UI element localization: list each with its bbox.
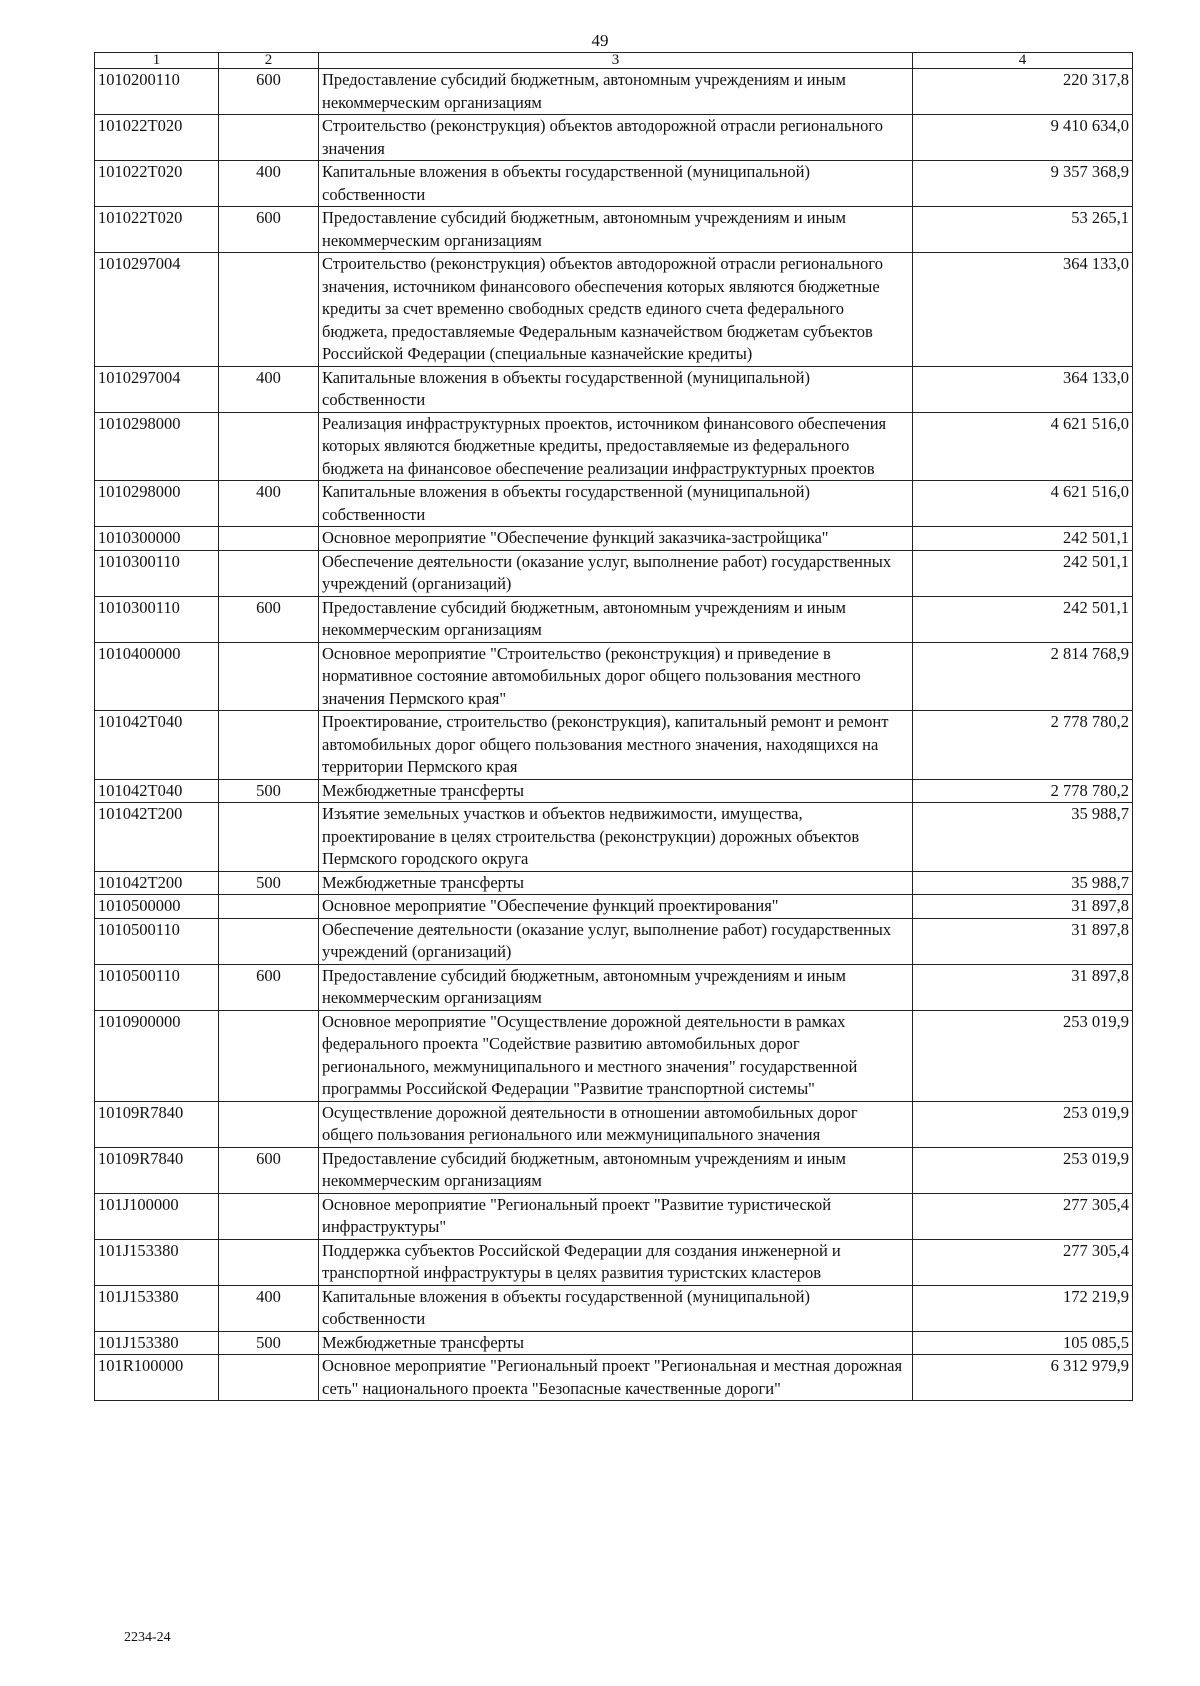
name-cell: Обеспечение деятельности (оказание услуг, выполнение работ) государственных учреждений (организаций) [319, 918, 913, 964]
code-cell: 1010300110 [95, 596, 219, 642]
name-cell: Основное мероприятие "Региональный проект "Развитие туристической инфраструктуры" [319, 1193, 913, 1239]
table-row [95, 1193, 1133, 1239]
header-col-4: 4 [913, 53, 1133, 69]
page-number: 49 [591, 31, 609, 50]
name-cell: Капитальные вложения в объекты государственной (муниципальной) собственности [319, 366, 913, 412]
amount-cell: 277 305,4 [913, 1193, 1133, 1239]
name-cell: Основное мероприятие "Обеспечение функций заказчика-застройщика" [319, 527, 913, 551]
kvr-cell [219, 918, 319, 964]
kvr-cell [219, 550, 319, 596]
kvr-cell [219, 1010, 319, 1101]
amount-cell: 172 219,9 [913, 1285, 1133, 1331]
amount-cell: 4 621 516,0 [913, 481, 1133, 527]
name-cell: Строительство (реконструкция) объектов автодорожной отрасли регионального значения, источником финансового обеспечения которых являются бюджетные кредиты за счет временно свободных средств единого счета федерального бюджета, предоставляемые Федеральным казначейством бюджетам субъектов Российской Федерации (специальные казначейские кредиты) [319, 253, 913, 367]
table-row [95, 711, 1133, 780]
amount-cell: 6 312 979,9 [913, 1355, 1133, 1401]
name-cell: Осуществление дорожной деятельности в отношении автомобильных дорог общего пользования регионального или межмуниципального значения [319, 1101, 913, 1147]
name-cell: Обеспечение деятельности (оказание услуг, выполнение работ) государственных учреждений (организаций) [319, 550, 913, 596]
name-cell: Предоставление субсидий бюджетным, автономным учреждениям и иным некоммерческим организациям [319, 69, 913, 115]
table-row [95, 596, 1133, 642]
kvr-cell: 600 [219, 596, 319, 642]
amount-cell: 253 019,9 [913, 1147, 1133, 1193]
kvr-cell [219, 803, 319, 872]
document-code: 2234-24 [124, 1630, 171, 1645]
kvr-cell: 500 [219, 871, 319, 895]
table-row [95, 1355, 1133, 1401]
table-row [95, 550, 1133, 596]
code-cell: 1010500000 [95, 895, 219, 919]
amount-cell: 253 019,9 [913, 1101, 1133, 1147]
name-cell: Межбюджетные трансферты [319, 871, 913, 895]
code-cell: 1010200110 [95, 69, 219, 115]
name-cell: Строительство (реконструкция) объектов автодорожной отрасли регионального значения [319, 115, 913, 161]
kvr-cell [219, 1101, 319, 1147]
kvr-cell [219, 253, 319, 367]
table-row [95, 366, 1133, 412]
code-cell: 101022T020 [95, 161, 219, 207]
kvr-cell [219, 527, 319, 551]
amount-cell: 242 501,1 [913, 527, 1133, 551]
name-cell: Основное мероприятие "Региональный проект "Региональная и местная дорожная сеть" национального проекта "Безопасные качественные дороги" [319, 1355, 913, 1401]
amount-cell: 35 988,7 [913, 803, 1133, 872]
kvr-cell: 400 [219, 366, 319, 412]
code-cell: 101J153380 [95, 1331, 219, 1355]
name-cell: Основное мероприятие "Строительство (реконструкция) и приведение в нормативное состояние автомобильных дорог общего пользования местного значения Пермского края" [319, 642, 913, 711]
kvr-cell [219, 1355, 319, 1401]
name-cell: Основное мероприятие "Осуществление дорожной деятельности в рамках федерального проекта "Содействие развитию автомобильных дорог регионального, межмуниципального и местного значения" государственной программы Российской Федерации "Развитие транспортной системы" [319, 1010, 913, 1101]
name-cell: Проектирование, строительство (реконструкция), капитальный ремонт и ремонт автомобильных дорог общего пользования местного значения, находящихся на территории Пермского края [319, 711, 913, 780]
name-cell: Межбюджетные трансферты [319, 1331, 913, 1355]
kvr-cell [219, 642, 319, 711]
table-row [95, 527, 1133, 551]
table-row [95, 642, 1133, 711]
kvr-cell [219, 1239, 319, 1285]
kvr-cell [219, 895, 319, 919]
code-cell: 101022T020 [95, 115, 219, 161]
table-row [95, 412, 1133, 481]
amount-cell: 31 897,8 [913, 918, 1133, 964]
code-cell: 1010400000 [95, 642, 219, 711]
code-cell: 10109R7840 [95, 1101, 219, 1147]
amount-cell: 2 814 768,9 [913, 642, 1133, 711]
name-cell: Капитальные вложения в объекты государственной (муниципальной) собственности [319, 1285, 913, 1331]
kvr-cell: 400 [219, 481, 319, 527]
table-row [95, 779, 1133, 803]
table-row [95, 253, 1133, 367]
code-cell: 101R100000 [95, 1355, 219, 1401]
amount-cell: 277 305,4 [913, 1239, 1133, 1285]
code-cell: 101042T040 [95, 711, 219, 780]
kvr-cell: 400 [219, 161, 319, 207]
name-cell: Межбюджетные трансферты [319, 779, 913, 803]
name-cell: Капитальные вложения в объекты государственной (муниципальной) собственности [319, 481, 913, 527]
kvr-cell: 600 [219, 69, 319, 115]
header-col-2: 2 [219, 53, 319, 69]
kvr-cell: 500 [219, 1331, 319, 1355]
kvr-cell: 600 [219, 964, 319, 1010]
name-cell: Предоставление субсидий бюджетным, автономным учреждениям и иным некоммерческим организациям [319, 1147, 913, 1193]
amount-cell: 220 317,8 [913, 69, 1133, 115]
amount-cell: 9 410 634,0 [913, 115, 1133, 161]
table-row [95, 481, 1133, 527]
name-cell: Основное мероприятие "Обеспечение функций проектирования" [319, 895, 913, 919]
code-cell: 10109R7840 [95, 1147, 219, 1193]
amount-cell: 2 778 780,2 [913, 779, 1133, 803]
table-row [95, 1239, 1133, 1285]
header-row [95, 53, 1133, 69]
code-cell: 101J153380 [95, 1239, 219, 1285]
code-cell: 101042T040 [95, 779, 219, 803]
amount-cell: 53 265,1 [913, 207, 1133, 253]
name-cell: Предоставление субсидий бюджетным, автономным учреждениям и иным некоммерческим организациям [319, 207, 913, 253]
code-cell: 1010500110 [95, 964, 219, 1010]
amount-cell: 242 501,1 [913, 550, 1133, 596]
table-row [95, 964, 1133, 1010]
amount-cell: 242 501,1 [913, 596, 1133, 642]
kvr-cell: 600 [219, 207, 319, 253]
kvr-cell [219, 412, 319, 481]
amount-cell: 364 133,0 [913, 253, 1133, 367]
table-row [95, 161, 1133, 207]
amount-cell: 4 621 516,0 [913, 412, 1133, 481]
header-col-1: 1 [95, 53, 219, 69]
table-row [95, 69, 1133, 115]
kvr-cell: 500 [219, 779, 319, 803]
code-cell: 101J100000 [95, 1193, 219, 1239]
kvr-cell: 400 [219, 1285, 319, 1331]
code-cell: 101042T200 [95, 803, 219, 872]
budget-table [94, 52, 1133, 1401]
name-cell: Изъятие земельных участков и объектов недвижимости, имущества, проектирование в целях строительства (реконструкции) дорожных объектов Пермского городского округа [319, 803, 913, 872]
kvr-cell [219, 711, 319, 780]
table-row [95, 1285, 1133, 1331]
kvr-cell: 600 [219, 1147, 319, 1193]
table-row [95, 1101, 1133, 1147]
name-cell: Предоставление субсидий бюджетным, автономным учреждениям и иным некоммерческим организациям [319, 596, 913, 642]
table-row [95, 1147, 1133, 1193]
table-row [95, 1331, 1133, 1355]
amount-cell: 253 019,9 [913, 1010, 1133, 1101]
amount-cell: 35 988,7 [913, 871, 1133, 895]
table-row [95, 871, 1133, 895]
amount-cell: 105 085,5 [913, 1331, 1133, 1355]
header-col-3: 3 [319, 53, 913, 69]
code-cell: 101J153380 [95, 1285, 219, 1331]
amount-cell: 364 133,0 [913, 366, 1133, 412]
code-cell: 1010500110 [95, 918, 219, 964]
table-row [95, 1010, 1133, 1101]
kvr-cell [219, 1193, 319, 1239]
name-cell: Реализация инфраструктурных проектов, источником финансового обеспечения которых являются бюджетные кредиты, предоставляемые из федерального бюджета на финансовое обеспечение реализации инфраструктурных проектов [319, 412, 913, 481]
table-row [95, 207, 1133, 253]
table-row [95, 803, 1133, 872]
amount-cell: 9 357 368,9 [913, 161, 1133, 207]
table-row [95, 115, 1133, 161]
code-cell: 101042T200 [95, 871, 219, 895]
code-cell: 1010298000 [95, 481, 219, 527]
kvr-cell [219, 115, 319, 161]
code-cell: 1010297004 [95, 366, 219, 412]
name-cell: Капитальные вложения в объекты государственной (муниципальной) собственности [319, 161, 913, 207]
code-cell: 101022T020 [95, 207, 219, 253]
code-cell: 1010900000 [95, 1010, 219, 1101]
code-cell: 1010300110 [95, 550, 219, 596]
amount-cell: 31 897,8 [913, 895, 1133, 919]
amount-cell: 31 897,8 [913, 964, 1133, 1010]
amount-cell: 2 778 780,2 [913, 711, 1133, 780]
code-cell: 1010300000 [95, 527, 219, 551]
name-cell: Поддержка субъектов Российской Федерации для создания инженерной и транспортной инфраструктуры в целях развития туристских кластеров [319, 1239, 913, 1285]
name-cell: Предоставление субсидий бюджетным, автономным учреждениям и иным некоммерческим организациям [319, 964, 913, 1010]
code-cell: 1010297004 [95, 253, 219, 367]
table-row [95, 895, 1133, 919]
code-cell: 1010298000 [95, 412, 219, 481]
table-row [95, 918, 1133, 964]
